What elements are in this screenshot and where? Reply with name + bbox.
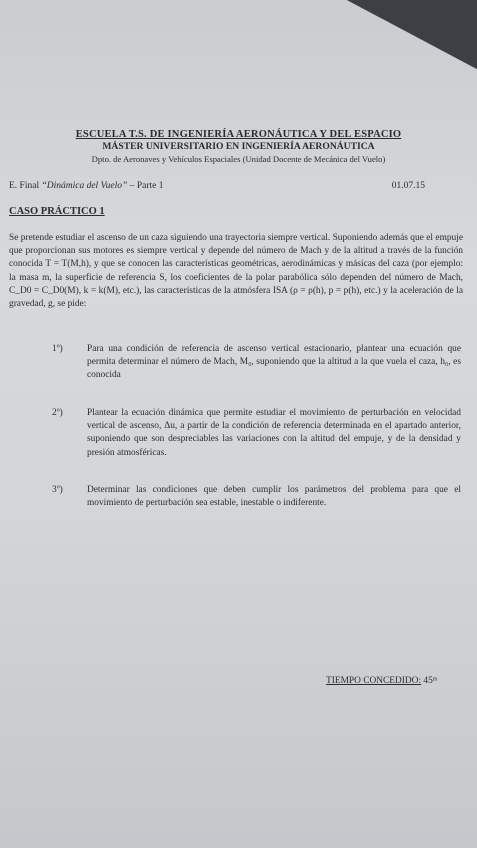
exam-date: 01.07.15 [391,181,425,191]
time-allowed [326,676,437,686]
question-text: Plantear la ecuación dinámica que permite estudiar el movimiento de perturbación en velocidad vertical de ascenso, Δu, a partir de la condición de referencia determinada en el apartado anterior, suponiendo que son despreciables las variaciones con la altitud del empuje, y de la densidad y presión atmosféricas. [87,408,461,458]
school-name: ESCUELA T.S. DE INGENIERÍA AERONÁUTICA Y DEL ESPACIO [75,129,402,140]
time-value: 45ᵐ [421,676,438,686]
exam-course: “Dinámica del Vuelo” [41,181,128,191]
question-number: 1º) [52,344,63,354]
question-number: 3º) [52,485,63,495]
department: Dpto. de Aeronaves y Vehículos Espaciales (Unidad Docente de Mecánica del Vuelo) [91,154,386,164]
question-text: Determinar las condiciones que deben cumplir los parámetros del problema para que el movimiento de perturbación sea estable, inestable o indiferente. [87,485,461,509]
case-title: CASO PRÁCTICO 1 [9,206,105,217]
question-number: 2º) [52,408,63,418]
exam-part: – Parte 1 [127,181,164,191]
time-label: TIEMPO CONCEDIDO: [326,676,422,686]
exam-prefix: E. Final [9,181,42,191]
question-text: Para una condición de referencia de ascenso vertical estacionario, plantear una ecuación que permita determinar el número de Mach, M₀, suponiendo que la altitud a la que vuela el caza, h₀, es conocida [87,344,461,381]
problem-statement: Se pretende estudiar el ascenso de un caza siguiendo una trayectoria siempre vertical. Suponiendo además que el empuje que proporcionan sus motores es siempre vertical y depende del número de Mach y de la altitud a través de la función conocida T = T(M,h), y que se conocen las características geométricas, aerodinámicas y másicas del caza (por ejemplo: la masa m, la superficie de referencia S, los coeficientes de la polar parabólica sólo dependen del número de Mach, C_D0 = C_D0(M), k = k(M), etc.), las características de la atmósfera ISA (ρ = ρ(h), p = p(h), etc.) y la aceleración de la gravedad, g, se pide: [9,233,463,310]
master-program: MÁSTER UNIVERSITARIO EN INGENIERÍA AERONÁUTICA [102,141,375,152]
exam-title [9,181,163,191]
